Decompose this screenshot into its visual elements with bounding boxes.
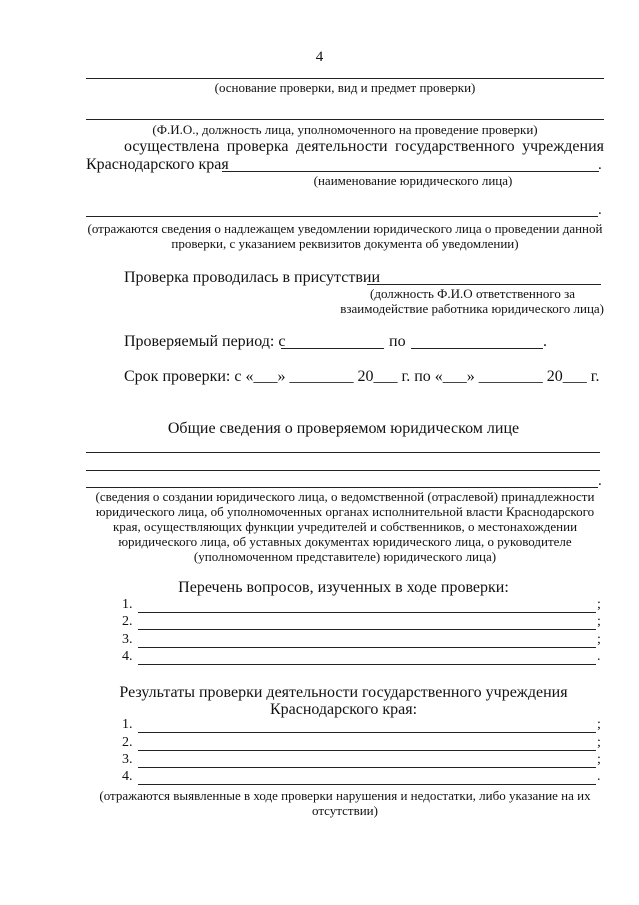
page-number: 4 [315, 49, 324, 65]
question-item-4-end: . [597, 649, 601, 664]
notification-line [86, 216, 598, 217]
result-item-2-number: 2. [122, 735, 133, 750]
question-item-4-line [138, 664, 596, 665]
presence-caption-line2: взаимодействие работника юридического лица) [340, 301, 604, 316]
inspection-intro-line1: осуществлена проверка деятельности государственного учреждения [124, 138, 604, 155]
presence-caption-line1: (должность Ф.И.О ответственного за [370, 286, 575, 301]
person-line [86, 119, 604, 120]
general-caption-line4: юридического лица, об уставных документах юридического лица, о руководителе [118, 534, 572, 549]
result-item-2-end: ; [597, 735, 601, 750]
general-caption-line5: (уполномоченном представителе) юридического лица) [193, 549, 497, 564]
presence-line [367, 284, 601, 285]
result-item-4-line [138, 784, 596, 785]
notification-caption-line2: проверки, с указанием реквизитов документа об уведомлении) [171, 236, 519, 251]
term-label: Срок проверки: с «___» ________ 20___ г. по «___» ________ 20___ г. [124, 368, 600, 385]
person-caption: (Ф.И.О., должность лица, уполномоченного на проведение проверки) [152, 122, 538, 137]
question-item-2-number: 2. [122, 614, 133, 629]
question-item-3-line [138, 647, 596, 648]
legal-entity-line-dot: . [598, 157, 602, 173]
general-line-1 [86, 452, 600, 453]
question-item-3-number: 3. [122, 632, 133, 647]
legal-entity-line [222, 171, 599, 172]
question-item-3-end: ; [597, 632, 601, 647]
result-item-1-line [138, 732, 596, 733]
notification-line-dot: . [598, 202, 602, 218]
results-heading-line1: Результаты проверки деятельности государственного учреждения [119, 684, 568, 701]
general-caption-line1: (сведения о создании юридического лица, о ведомственной (отраслевой) принадлежности [95, 489, 595, 504]
general-heading: Общие сведения о проверяемом юридическом лице [167, 420, 520, 437]
question-item-1-end: ; [597, 597, 601, 612]
inspection-intro-line2: Краснодарского края [86, 156, 229, 173]
question-item-2-line [138, 629, 596, 630]
period-dot: . [543, 333, 547, 350]
questions-heading: Перечень вопросов, изученных в ходе проверки: [178, 579, 509, 596]
general-caption-line2: юридического лица, об уполномоченных органах исполнительной власти Краснодарского [95, 504, 595, 519]
period-from-line [281, 348, 384, 349]
result-item-3-end: ; [597, 752, 601, 767]
general-line-3 [86, 487, 598, 488]
basis-line [86, 78, 604, 79]
question-item-1-line [138, 612, 596, 613]
result-item-2-line [138, 750, 596, 751]
period-to-label: по [389, 333, 406, 350]
results-caption-line2: отсутствии) [312, 803, 378, 818]
result-item-3-line [138, 767, 596, 768]
result-item-4-end: . [597, 769, 601, 784]
general-line-dot: . [598, 473, 602, 489]
result-item-1-number: 1. [122, 717, 133, 732]
notification-caption-line1: (отражаются сведения о надлежащем уведомлении юридического лица о проведении данной [87, 221, 603, 236]
basis-caption: (основание проверки, вид и предмет проверки) [214, 80, 476, 95]
period-label: Проверяемый период: с [124, 333, 286, 350]
result-item-3-number: 3. [122, 752, 133, 767]
question-item-4-number: 4. [122, 649, 133, 664]
result-item-4-number: 4. [122, 769, 133, 784]
results-heading-line2: Краснодарского края: [269, 701, 418, 718]
results-caption-line1: (отражаются выявленные в ходе проверки нарушения и недостатки, либо указание на их [99, 788, 591, 803]
question-item-1-number: 1. [122, 597, 133, 612]
general-caption-line3: края, осуществляющих функции учредителей и собственников, о местонахождении [112, 519, 578, 534]
question-item-2-end: ; [597, 614, 601, 629]
legal-entity-caption: (наименование юридического лица) [313, 173, 513, 188]
result-item-1-end: ; [597, 717, 601, 732]
presence-label: Проверка проводилась в присутствии [124, 269, 381, 286]
general-line-2 [86, 470, 600, 471]
period-to-line [411, 348, 543, 349]
